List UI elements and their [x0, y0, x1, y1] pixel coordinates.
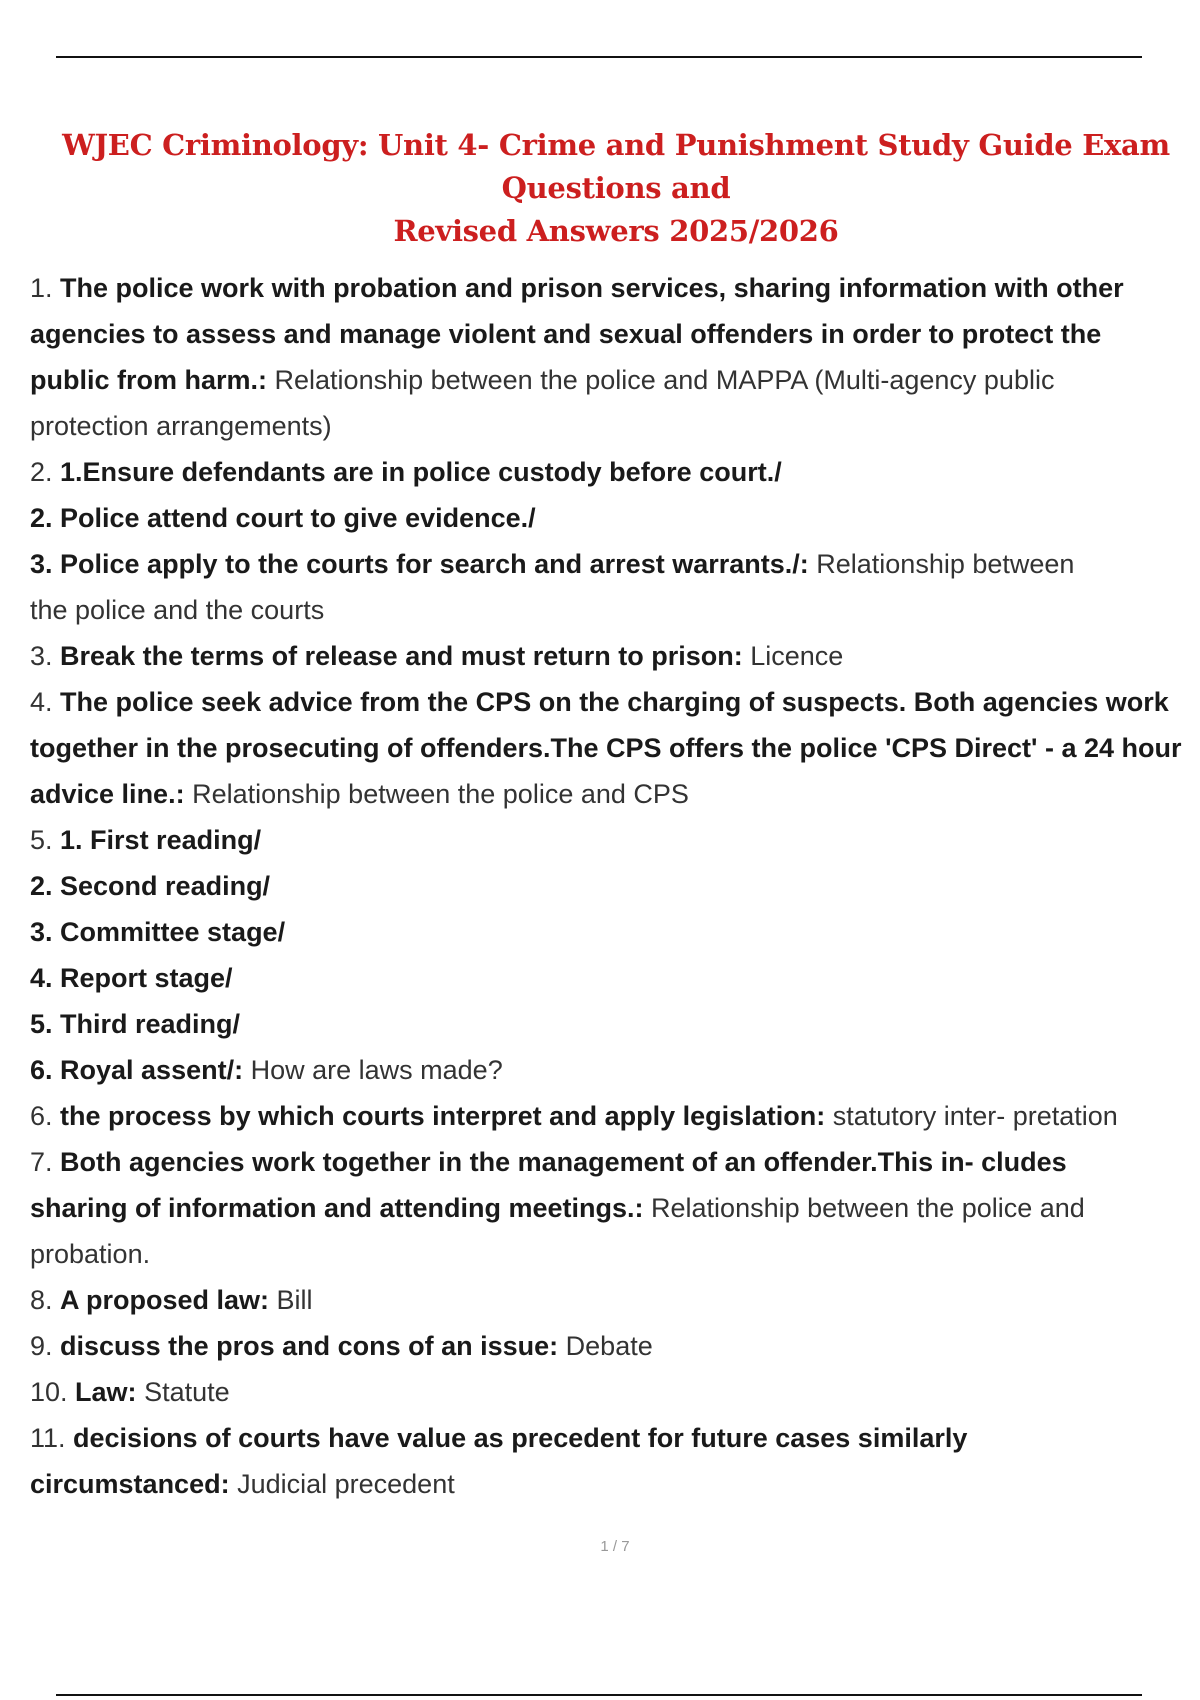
- question-text: 1.Ensure defendants are in police custody before court./: [60, 457, 782, 487]
- item-number: 7.: [30, 1147, 61, 1177]
- question-text: 5. Third reading/: [30, 1009, 241, 1039]
- answer-text: Relationship between: [808, 549, 1075, 579]
- question-text: together in the prosecuting of offenders.The CPS offers the police 'CPS Direct' - a 24 hour: [30, 733, 1182, 763]
- qa-line: [30, 1093, 1190, 1139]
- qa-line: [30, 1461, 1190, 1507]
- qa-line: [30, 771, 1190, 817]
- question-text: The police work with probation and prison services, sharing information with other: [60, 273, 1124, 303]
- qa-line: [30, 587, 1190, 633]
- answer-text: probation.: [30, 1239, 151, 1269]
- title-line-1: WJEC Criminology: Unit 4- Crime and Punishment Study Guide Exam Questions and: [62, 128, 1170, 205]
- question-text: 2. Police attend court to give evidence./: [30, 503, 536, 533]
- item-number: 5.: [30, 825, 61, 855]
- qa-line: [30, 311, 1190, 357]
- question-text: decisions of courts have value as precedent for future cases similarly: [73, 1423, 968, 1453]
- question-text: 3. Police apply to the courts for search and arrest warrants./:: [30, 549, 809, 579]
- qa-line: [30, 725, 1190, 771]
- question-text: Break the terms of release and must return to prison:: [60, 641, 743, 671]
- question-text: circumstanced:: [30, 1469, 230, 1499]
- qa-line: [30, 449, 1190, 495]
- item-number: 6.: [30, 1101, 61, 1131]
- bottom-rule: [56, 1694, 1142, 1696]
- qa-line: [30, 1415, 1190, 1461]
- answer-text: Judicial precedent: [229, 1469, 455, 1499]
- item-number: 11.: [30, 1423, 74, 1453]
- question-text: The police seek advice from the CPS on the charging of suspects. Both agencies work: [60, 687, 1169, 717]
- document-title: [36, 124, 1196, 253]
- item-number: 8.: [30, 1285, 61, 1315]
- question-text: advice line.:: [30, 779, 185, 809]
- answer-text: Debate: [558, 1331, 653, 1361]
- question-text: A proposed law:: [60, 1285, 270, 1315]
- answer-text: Bill: [269, 1285, 313, 1315]
- qa-line: [30, 403, 1190, 449]
- item-number: 4.: [30, 687, 61, 717]
- answer-text: statutory inter- pretation: [825, 1101, 1118, 1131]
- question-text: discuss the pros and cons of an issue:: [60, 1331, 559, 1361]
- item-number: 10.: [30, 1377, 76, 1407]
- item-number: 1.: [30, 273, 61, 303]
- qa-line: [30, 1369, 1190, 1415]
- qa-line: [30, 1047, 1190, 1093]
- page-number: 1 / 7: [600, 1538, 630, 1555]
- qa-line: [30, 1185, 1190, 1231]
- question-text: 3. Committee stage/: [30, 917, 286, 947]
- title-line-2: Revised Answers 2025/2026: [393, 214, 839, 248]
- answer-text: Relationship between the police and: [643, 1193, 1085, 1223]
- question-text: Both agencies work together in the management of an offender.This in- cludes: [60, 1147, 1067, 1177]
- qa-line: [30, 357, 1190, 403]
- question-text: 2. Second reading/: [30, 871, 271, 901]
- question-text: agencies to assess and manage violent and sexual offenders in order to protect the: [30, 319, 1102, 349]
- answer-text: Licence: [742, 641, 844, 671]
- qa-line: [30, 817, 1190, 863]
- qa-line: [30, 495, 1190, 541]
- qa-line: [30, 265, 1190, 311]
- item-number: 9.: [30, 1331, 61, 1361]
- question-text: 1. First reading/: [60, 825, 262, 855]
- answer-text: How are laws made?: [243, 1055, 503, 1085]
- answer-text: the police and the courts: [30, 595, 325, 625]
- question-text: the process by which courts interpret and apply legislation:: [60, 1101, 826, 1131]
- answer-text: Relationship between the police and CPS: [184, 779, 689, 809]
- top-rule: [56, 56, 1142, 58]
- answer-text: protection arrangements): [30, 411, 332, 441]
- qa-line: [30, 955, 1190, 1001]
- qa-line: [30, 863, 1190, 909]
- question-text: sharing of information and attending meetings.:: [30, 1193, 644, 1223]
- qa-list: [30, 265, 1190, 1507]
- answer-text: Statute: [136, 1377, 230, 1407]
- qa-line: [30, 1139, 1190, 1185]
- item-number: 3.: [30, 641, 61, 671]
- question-text: 4. Report stage/: [30, 963, 233, 993]
- qa-line: [30, 1231, 1190, 1277]
- qa-line: [30, 1001, 1190, 1047]
- question-text: public from harm.:: [30, 365, 268, 395]
- question-text: Law:: [75, 1377, 137, 1407]
- qa-line: [30, 909, 1190, 955]
- question-text: 6. Royal assent/:: [30, 1055, 244, 1085]
- item-number: 2.: [30, 457, 61, 487]
- answer-text: Relationship between the police and MAPPA (Multi-agency public: [267, 365, 1055, 395]
- qa-line: [30, 541, 1190, 587]
- qa-line: [30, 633, 1190, 679]
- qa-line: [30, 1277, 1190, 1323]
- qa-line: [30, 679, 1190, 725]
- qa-line: [30, 1323, 1190, 1369]
